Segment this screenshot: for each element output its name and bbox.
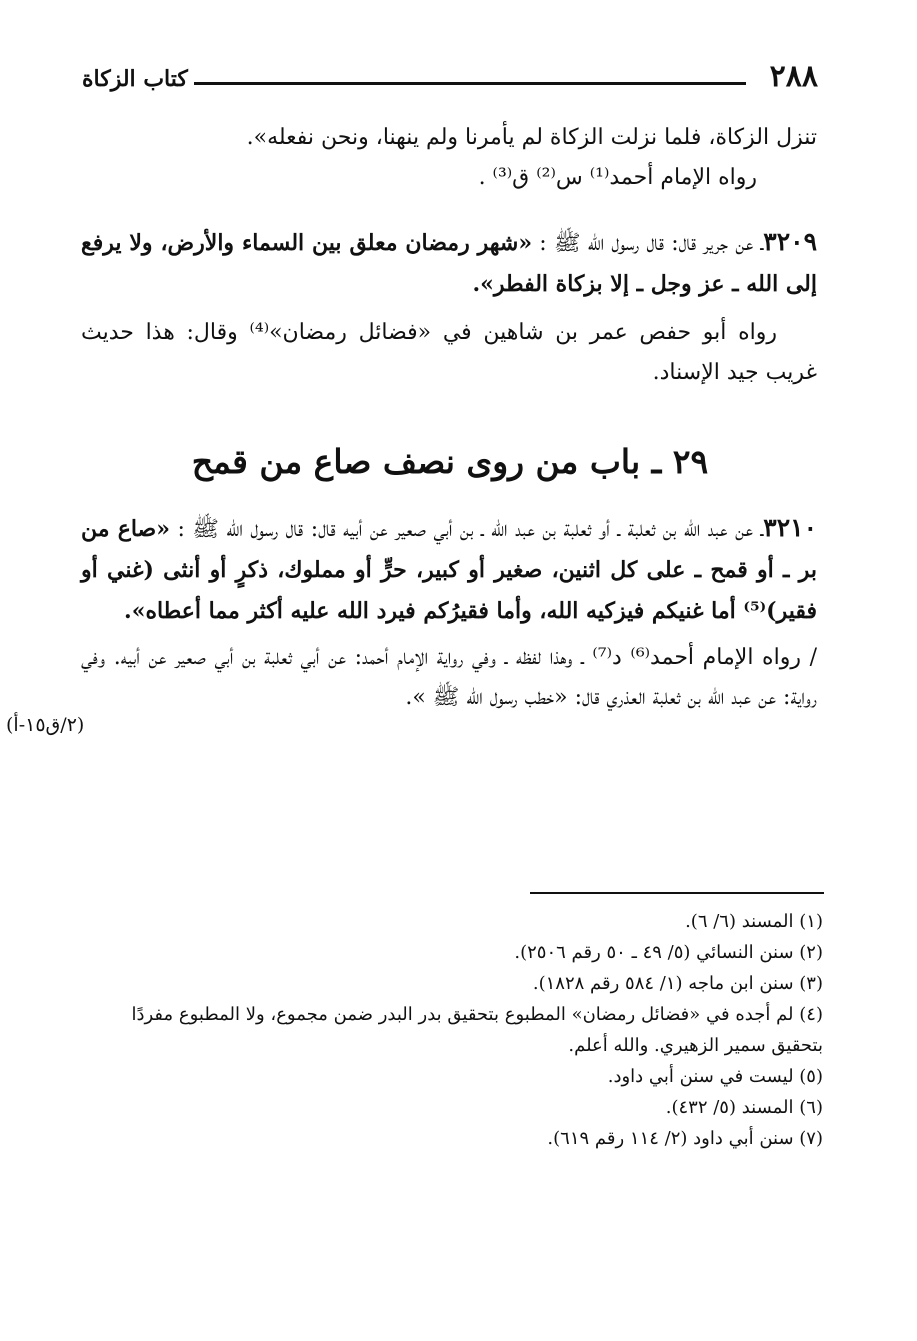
hadith-3209 xyxy=(81,222,817,393)
hadith-3209-text xyxy=(81,222,817,305)
chapter-heading: ٢٩ ـ باب من روى نصف صاع من قمح xyxy=(191,442,709,481)
hadith-intro: ـ عن جرير قال: قال رسول الله ﷺ : xyxy=(532,231,764,256)
footnote-6: (٦) المسند (٥/ ٤٣٢). xyxy=(665,1097,823,1118)
hadith-3210-source: / رواه الإمام أحمد⁽⁶⁾ د⁽⁷⁾ ـ وهذا لفظه ـ وفي رواية الإمام أحمد: عن أبي ثعلبة بن أبي صعير عن أبيه. وفي رواية: عن عبد الله بن ثعلبة العذري قال: «خطب رسول الله ﷺ ». xyxy=(81,645,817,710)
manuscript-margin-reference: (٢/ق١٥-أ) xyxy=(6,714,85,736)
page-header xyxy=(82,60,818,100)
running-title: كتاب الزكاة xyxy=(82,66,188,92)
page-number: ٢٨٨ xyxy=(769,59,818,94)
footnotes xyxy=(83,906,823,1154)
header-rule xyxy=(194,82,746,85)
footnote-7: (٧) سنن أبي داود (٢/ ١١٤ رقم ٦١٩). xyxy=(547,1128,823,1149)
hadith-source: رواه الإمام أحمد⁽¹⁾ س⁽²⁾ ق⁽³⁾ . xyxy=(478,165,757,190)
hadith-3210-text xyxy=(81,508,817,632)
hadith-number: ٣٢١٠ xyxy=(763,513,817,542)
footnote-1: (١) المسند (٦/ ٦). xyxy=(685,911,823,932)
footnote-4: (٤) لم أجده في «فضائل رمضان» المطبوع بتحقيق بدر البدر ضمن مجموع، ولا المطبوع مفردًا بتحقيق سمير الزهيري. والله أعلم. xyxy=(131,1004,823,1056)
footnote-3: (٣) سنن ابن ماجه (١/ ٥٨٤ رقم ١٨٢٨). xyxy=(532,973,823,994)
continued-hadith-block xyxy=(81,118,817,198)
footnote-5: (٥) ليست في سنن أبي داود. xyxy=(607,1066,823,1087)
hadith-quote: «صاع من بر ـ أو قمح ـ على كل اثنين، صغير أو كبير، حرٍّ أو مملوك، ذكرٍ أو أنثى (غني أو فقير)⁽⁵⁾ أما غنيكم فيزكيه الله، وأما فقيرُكم فيرد الله عليه أكثر مما أعطاه». xyxy=(81,516,817,624)
hadith-quote: «شهر رمضان معلق بين السماء والأرض، ولا يرفع إلى الله ـ عز وجل ـ إلا بزكاة الفطر». xyxy=(81,230,817,297)
hadith-number: ٣٢٠٩ xyxy=(763,227,817,256)
hadith-3210 xyxy=(81,508,817,718)
hadith-3209-source: رواه أبو حفص عمر بن شاهين في «فضائل رمضان»⁽⁴⁾ وقال: هذا حديث غريب جيد الإسناد. xyxy=(81,320,817,385)
footnote-separator xyxy=(530,892,824,894)
footnote-2: (٢) سنن النسائي (٥/ ٤٩ ـ ٥٠ رقم ٢٥٠٦). xyxy=(514,942,823,963)
continued-text: تنزل الزكاة، فلما نزلت الزكاة لم يأمرنا ولم ينهنا، ونحن نفعله». xyxy=(246,125,817,150)
hadith-intro: ـ عن عبد الله بن ثعلبة ـ أو ثعلبة بن عبد الله ـ بن أبي صعير عن أبيه قال: قال رسول الله ﷺ : xyxy=(169,517,764,542)
